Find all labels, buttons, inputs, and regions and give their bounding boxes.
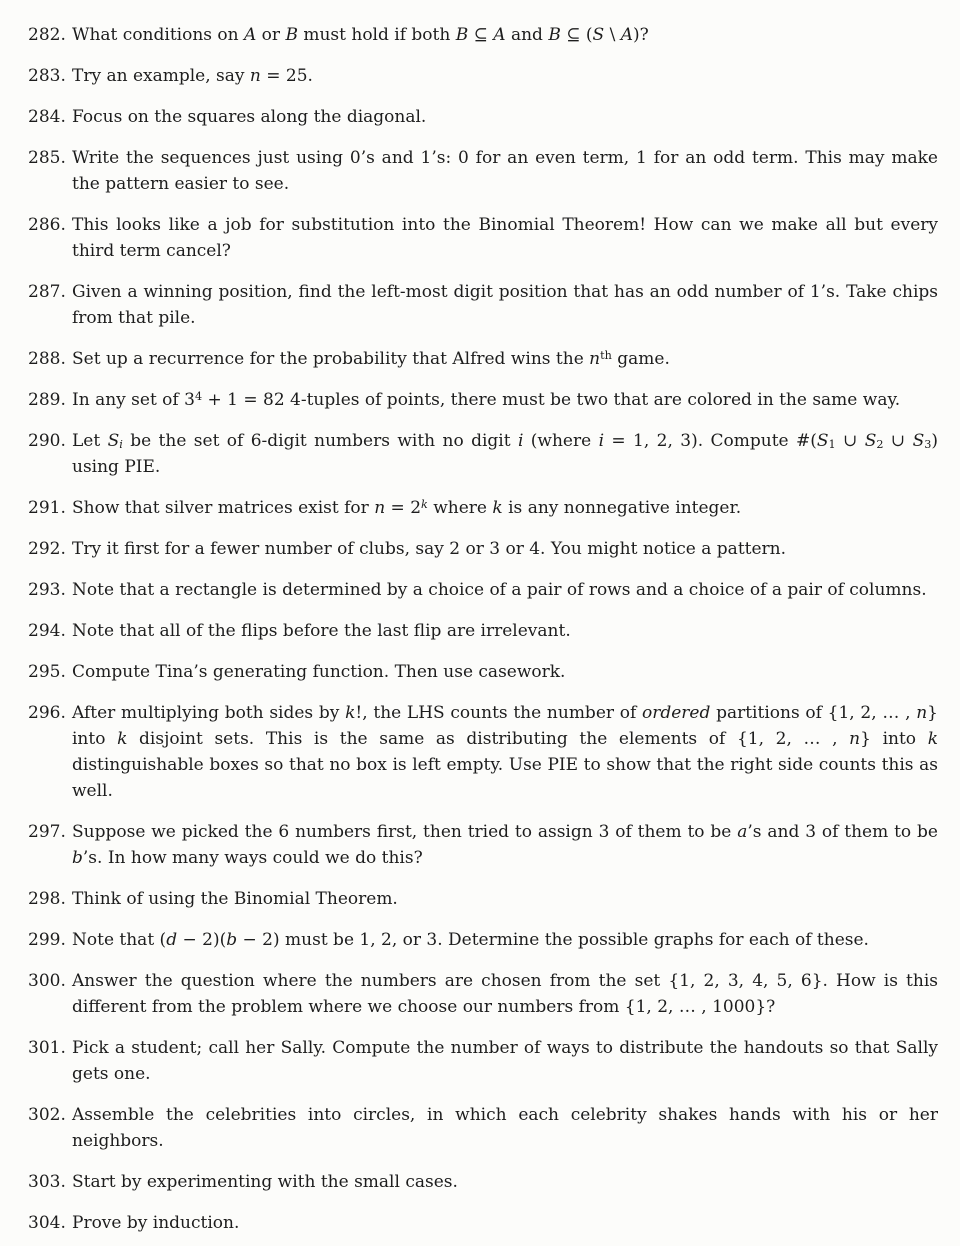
- list-item: [28, 495, 938, 521]
- list-item: [28, 536, 938, 562]
- item-number: 298.: [28, 889, 66, 909]
- list-item: [28, 927, 938, 953]
- item-number: 302.: [28, 1105, 66, 1125]
- item-text: Prove by induction.: [72, 1213, 240, 1233]
- list-item: [28, 577, 938, 603]
- item-number: 283.: [28, 66, 66, 86]
- item-text: Let $S_i$ be the set of 6-digit numbers with no digit i (where i = 1, 2, 3). Compute $\#(S_1$ ∪ $S_2$ ∪ $S_3$) using PIE.: [72, 431, 939, 477]
- item-number: 288.: [28, 349, 66, 369]
- item-number: 290.: [28, 431, 66, 451]
- item-number: 284.: [28, 107, 66, 127]
- item-number: 293.: [28, 580, 66, 600]
- item-text: Show that silver matrices exist for $n = 2^k$ where k is any nonnegative integer.: [72, 497, 742, 518]
- item-text: Write the sequences just using 0’s and 1’s: 0 for an even term, 1 for an odd term. This may make the pattern easier to see.: [72, 148, 938, 194]
- item-number: 286.: [28, 215, 66, 235]
- list-item: [28, 279, 938, 331]
- item-text: Try an example, say n = 25.: [72, 66, 313, 86]
- item-text: Answer the question where the numbers are chosen from the set {1, 2, 3, 4, 5, 6}. How is this different from the problem where we choose our numbers from {1, 2, … , 1000}?: [72, 971, 938, 1017]
- list-item: [28, 886, 938, 912]
- item-text: Focus on the squares along the diagonal.: [72, 107, 427, 127]
- item-text: This looks like a job for substitution into the Binomial Theorem! How can we make all but every third term cancel?: [72, 215, 938, 261]
- item-text: Given a winning position, find the left-most digit position that has an odd number of 1’s. Take chips from that pile.: [72, 282, 938, 328]
- item-text: Suppose we picked the 6 numbers first, then tried to assign 3 of them to be a’s and 3 of them to be b’s. In how many ways could we do this?: [72, 822, 938, 868]
- list-item: [28, 968, 938, 1020]
- item-text: Note that a rectangle is determined by a choice of a pair of rows and a choice of a pair of columns.: [72, 580, 927, 600]
- list-item: [28, 104, 938, 130]
- list-item: [28, 1102, 938, 1154]
- list-item: [28, 819, 938, 871]
- list-item: [28, 22, 938, 48]
- item-text: After multiplying both sides by k!, the LHS counts the number of ordered partitions of {1, 2, … , n} into k disjoint sets. This is the same as distributing the elements of {1, 2, … , n} into k distinguishable boxes so that no box is left empty. Use PIE to show that the right side counts this as well.: [72, 703, 938, 801]
- item-text: Note that all of the flips before the last flip are irrelevant.: [72, 621, 571, 641]
- item-text: What conditions on A or B must hold if both B ⊆ A and B ⊆ (S \ A)?: [72, 25, 649, 45]
- item-number: 287.: [28, 282, 66, 302]
- item-text: Pick a student; call her Sally. Compute the number of ways to distribute the handouts so that Sally gets one.: [72, 1038, 938, 1084]
- list-item: [28, 659, 938, 685]
- item-number: 291.: [28, 498, 66, 518]
- list-item: [28, 428, 938, 480]
- list-item: [28, 387, 938, 413]
- item-number: 299.: [28, 930, 66, 950]
- item-text: Note that (d − 2)(b − 2) must be 1, 2, or 3. Determine the possible graphs for each of these.: [72, 930, 869, 950]
- item-text: Start by experimenting with the small cases.: [72, 1172, 458, 1192]
- item-text: Assemble the celebrities into circles, in which each celebrity shakes hands with his or her neighbors.: [72, 1105, 938, 1151]
- item-number: 301.: [28, 1038, 66, 1058]
- item-text: Compute Tina’s generating function. Then use casework.: [72, 662, 566, 682]
- item-number: 285.: [28, 148, 66, 168]
- item-number: 282.: [28, 25, 66, 45]
- list-item: [28, 700, 938, 804]
- item-number: 304.: [28, 1213, 66, 1233]
- item-text: In any set of $3^4 + 1 = 82$ 4-tuples of points, there must be two that are colored in the same way.: [72, 389, 901, 410]
- item-number: 300.: [28, 971, 66, 991]
- list-item: [28, 618, 938, 644]
- hint-list: [28, 22, 938, 1236]
- item-number: 303.: [28, 1172, 66, 1192]
- item-number: 297.: [28, 822, 66, 842]
- list-item: [28, 63, 938, 89]
- list-item: [28, 1210, 938, 1236]
- list-item: [28, 212, 938, 264]
- item-number: 295.: [28, 662, 66, 682]
- item-text: Think of using the Binomial Theorem.: [72, 889, 398, 909]
- item-text: Try it first for a fewer number of clubs, say 2 or 3 or 4. You might notice a pattern.: [72, 539, 787, 559]
- item-number: 294.: [28, 621, 66, 641]
- item-text: Set up a recurrence for the probability that Alfred wins the $n^{th}$ game.: [72, 348, 670, 369]
- item-number: 289.: [28, 390, 66, 410]
- list-item: [28, 1169, 938, 1195]
- item-number: 292.: [28, 539, 66, 559]
- list-item: [28, 346, 938, 372]
- list-item: [28, 145, 938, 197]
- list-item: [28, 1035, 938, 1087]
- item-number: 296.: [28, 703, 66, 723]
